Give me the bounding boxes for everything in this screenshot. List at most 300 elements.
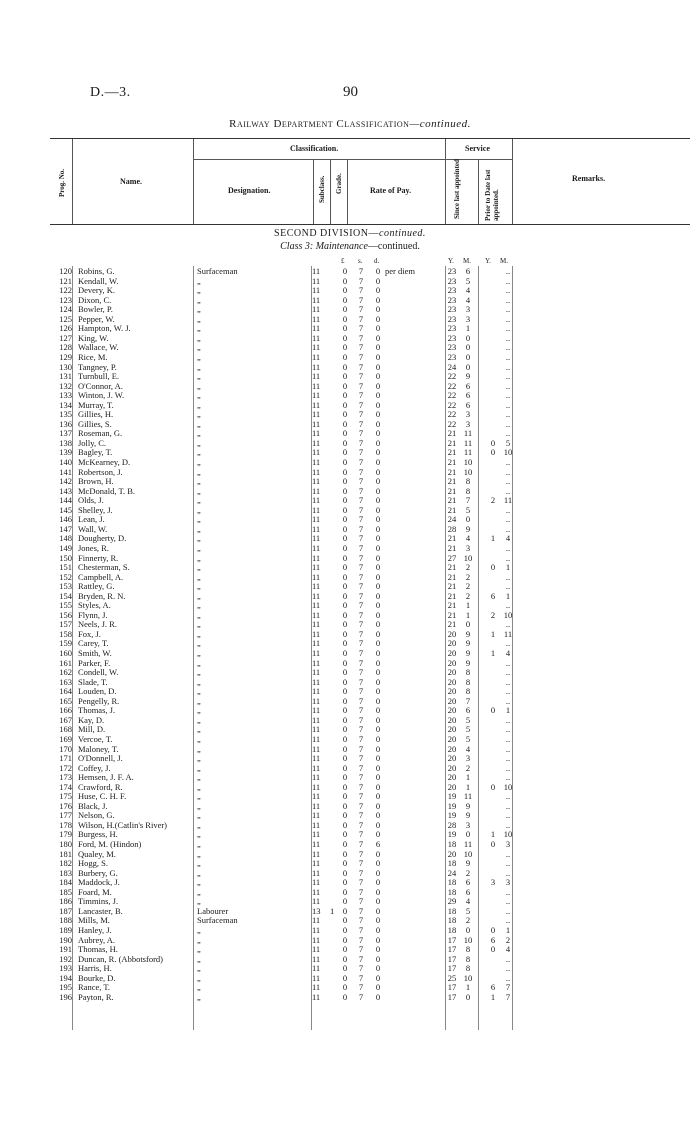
cell-m: 9 <box>465 800 471 811</box>
cell-sub: 11 <box>312 380 321 391</box>
table-row <box>0 600 700 610</box>
cell-l: 0 <box>342 571 348 582</box>
cell-l: 0 <box>342 972 348 983</box>
cell-s: 7 <box>358 791 364 802</box>
cell-sub: 11 <box>312 953 321 964</box>
cell-l: 0 <box>342 791 348 802</box>
table-row <box>0 896 700 906</box>
cell-m: 4 <box>465 285 471 296</box>
cell-l: 0 <box>342 772 348 783</box>
table-row <box>0 877 700 887</box>
cell-desig: „ <box>197 285 201 296</box>
cell-pm: .. <box>505 743 511 754</box>
cell-desig: „ <box>197 743 201 754</box>
cell-d: 0 <box>375 313 381 324</box>
cell-sub: 11 <box>312 428 321 439</box>
cell-pm: .. <box>505 418 511 429</box>
cell-d: 0 <box>375 762 381 773</box>
cell-s: 7 <box>358 762 364 773</box>
cell-l: 0 <box>342 313 348 324</box>
unit-pound: £ <box>341 257 345 265</box>
cell-y: 20 <box>447 714 457 725</box>
cell-no: 169 <box>59 733 72 744</box>
cell-l: 0 <box>342 619 348 630</box>
cell-d: 0 <box>375 332 381 343</box>
cell-sub: 11 <box>312 504 321 515</box>
cell-name: Jones, R. <box>78 542 109 553</box>
cell-s: 7 <box>358 848 364 859</box>
cell-d: 0 <box>375 953 381 964</box>
cell-desig: „ <box>197 371 201 382</box>
cell-sub: 11 <box>312 275 321 286</box>
cell-desig: „ <box>197 351 201 362</box>
cell-sub: 11 <box>312 285 321 296</box>
cell-desig: „ <box>197 628 201 639</box>
cell-s: 7 <box>358 418 364 429</box>
table-row <box>0 266 700 276</box>
cell-d: 0 <box>375 275 381 286</box>
cell-d: 0 <box>375 781 381 792</box>
class-name: Maintenance <box>315 241 368 252</box>
cell-s: 7 <box>358 351 364 362</box>
cell-y: 23 <box>447 304 457 315</box>
table-row <box>0 648 700 658</box>
cell-m: 0 <box>465 619 471 630</box>
cell-m: 10 <box>463 466 473 477</box>
cell-l: 0 <box>342 819 348 830</box>
cell-pm: .. <box>505 399 511 410</box>
cell-name: Wilson, H.(Catlin's River) <box>78 819 168 830</box>
table-row <box>0 476 700 486</box>
cell-pm: .. <box>505 896 511 907</box>
cell-desig: „ <box>197 466 201 477</box>
cell-no: 172 <box>59 762 72 773</box>
cell-pm: .. <box>505 858 511 869</box>
cell-d: 0 <box>375 504 381 515</box>
cell-desig: „ <box>197 714 201 725</box>
cell-pm: 11 <box>503 495 513 506</box>
cell-py: 2 <box>490 609 496 620</box>
cell-py: 0 <box>490 705 496 716</box>
cell-sub: 11 <box>312 733 321 744</box>
cell-m: 5 <box>465 504 471 515</box>
cell-s: 7 <box>358 342 364 353</box>
cell-s: 7 <box>358 839 364 849</box>
cell-name: Bryden, R. N. <box>78 590 126 601</box>
cell-name: Rance, T. <box>78 982 111 993</box>
table-row <box>0 744 700 754</box>
cell-l: 0 <box>342 829 348 840</box>
cell-s: 7 <box>358 390 364 401</box>
cell-py: 2 <box>490 495 496 506</box>
cell-name: Vercoe, T. <box>78 733 113 744</box>
cell-no: 131 <box>59 371 72 382</box>
cell-desig: „ <box>197 523 201 534</box>
cell-l: 0 <box>342 275 348 286</box>
cell-d: 0 <box>375 428 381 439</box>
cell-no: 156 <box>59 609 72 620</box>
cell-desig: „ <box>197 619 201 630</box>
cell-pm: 10 <box>503 447 513 458</box>
table-row <box>0 925 700 935</box>
cell-d: 0 <box>375 380 381 391</box>
cell-desig: „ <box>197 886 201 897</box>
cell-y: 20 <box>447 762 457 773</box>
cell-l: 0 <box>342 600 348 611</box>
cell-sub: 11 <box>312 934 321 945</box>
cell-no: 176 <box>59 800 72 811</box>
cell-sub: 11 <box>312 877 321 888</box>
table-row <box>0 686 700 696</box>
cell-name: Condell, W. <box>78 667 119 678</box>
cell-pm: .. <box>505 963 511 974</box>
cell-s: 7 <box>358 676 364 687</box>
table-row <box>0 887 700 897</box>
cell-desig: „ <box>197 667 201 678</box>
cell-pm: 7 <box>505 991 511 1002</box>
cell-sub: 11 <box>312 351 321 362</box>
cell-sub: 11 <box>312 523 321 534</box>
cell-sub: 11 <box>312 581 321 592</box>
cell-s: 7 <box>358 552 364 563</box>
cell-l: 0 <box>342 991 348 1002</box>
cell-sub: 11 <box>312 342 321 353</box>
cell-y: 20 <box>447 686 457 697</box>
cell-s: 7 <box>358 819 364 830</box>
cell-y: 18 <box>447 877 457 888</box>
cell-y: 21 <box>447 600 457 611</box>
cell-m: 11 <box>463 839 473 849</box>
cell-no: 125 <box>59 313 72 324</box>
cell-pm: .. <box>505 332 511 343</box>
cell-no: 130 <box>59 361 72 372</box>
cell-s: 7 <box>358 542 364 553</box>
class-label: Class 3: <box>280 241 314 252</box>
cell-no: 168 <box>59 724 72 735</box>
cell-d: 0 <box>375 810 381 821</box>
cell-s: 7 <box>358 466 364 477</box>
cell-no: 161 <box>59 657 72 668</box>
cell-d: 0 <box>375 934 381 945</box>
cell-m: 3 <box>465 753 471 764</box>
cell-no: 195 <box>59 982 72 993</box>
cell-y: 21 <box>447 609 457 620</box>
cell-pm: .. <box>505 772 511 783</box>
col-designation: Designation. <box>228 186 271 195</box>
cell-l: 0 <box>342 762 348 773</box>
col-since-last: Since last appointed <box>453 159 461 219</box>
cell-d: 0 <box>375 351 381 362</box>
table-row <box>0 763 700 773</box>
cell-s: 7 <box>358 437 364 448</box>
table-row <box>0 314 700 324</box>
cell-pm: .. <box>505 466 511 477</box>
cell-s: 7 <box>358 753 364 764</box>
cell-s: 7 <box>358 944 364 955</box>
cell-l: 0 <box>342 371 348 382</box>
cell-l: 0 <box>342 323 348 334</box>
cell-sub: 11 <box>312 657 321 668</box>
cell-l: 0 <box>342 542 348 553</box>
cell-l: 0 <box>342 848 348 859</box>
cell-s: 7 <box>358 628 364 639</box>
cell-pm: .. <box>505 905 511 916</box>
cell-no: 171 <box>59 753 72 764</box>
cell-s: 7 <box>358 409 364 420</box>
cell-d: 0 <box>375 600 381 611</box>
cell-no: 129 <box>59 351 72 362</box>
division-cont: continued. <box>379 228 426 239</box>
table-row <box>0 505 700 515</box>
cell-desig: „ <box>197 982 201 993</box>
cell-l: 0 <box>342 447 348 458</box>
cell-name: Neels, J. R. <box>78 619 117 630</box>
cell-name: Maddock, J. <box>78 877 120 888</box>
col-prior: Prior to Date last appointed. <box>484 169 500 221</box>
cell-l: 0 <box>342 915 348 926</box>
unit-years: Y. <box>448 257 454 265</box>
cell-d: 0 <box>375 848 381 859</box>
table-row <box>0 304 700 314</box>
cell-y: 28 <box>447 819 457 830</box>
cell-d: 6 <box>375 839 381 849</box>
cell-name: Turnbull, E. <box>78 371 120 382</box>
cell-pm: .. <box>505 619 511 630</box>
cell-s: 7 <box>358 743 364 754</box>
table-row <box>0 371 700 381</box>
cell-pm: .. <box>505 800 511 811</box>
cell-s: 7 <box>358 953 364 964</box>
table-row <box>0 467 700 477</box>
cell-m: 4 <box>465 294 471 305</box>
cell-sub: 11 <box>312 648 321 658</box>
cell-desig: „ <box>197 313 201 324</box>
cell-name: Carey, T. <box>78 638 109 649</box>
cell-y: 21 <box>447 485 457 496</box>
cell-name: Thomas, H. <box>78 944 118 955</box>
cell-name: Parker, F. <box>78 657 111 668</box>
cell-m: 7 <box>465 695 471 706</box>
cell-sub: 11 <box>312 915 321 926</box>
col-classification: Classification. <box>290 144 339 153</box>
cell-no: 188 <box>59 915 72 926</box>
cell-m: 9 <box>465 628 471 639</box>
cell-pm: .. <box>505 972 511 983</box>
cell-no: 152 <box>59 571 72 582</box>
cell-name: Wallace, W. <box>78 342 119 353</box>
class-heading <box>0 241 700 252</box>
cell-m: 3 <box>465 409 471 420</box>
cell-d: 0 <box>375 619 381 630</box>
cell-l: 0 <box>342 877 348 888</box>
cell-name: Hemsen, J. F. A. <box>78 772 134 783</box>
cell-pm: .. <box>505 380 511 391</box>
cell-desig: „ <box>197 772 201 783</box>
cell-y: 21 <box>447 476 457 487</box>
cell-d: 0 <box>375 562 381 573</box>
cell-y: 20 <box>447 705 457 716</box>
cell-d: 0 <box>375 896 381 907</box>
cell-name: Louden, D. <box>78 686 117 697</box>
cell-y: 21 <box>447 533 457 544</box>
cell-no: 174 <box>59 781 72 792</box>
cell-d: 0 <box>375 657 381 668</box>
cell-s: 7 <box>358 275 364 286</box>
cell-pm: .. <box>505 714 511 725</box>
cell-sub: 11 <box>312 944 321 955</box>
cell-d: 0 <box>375 982 381 993</box>
cell-d: 0 <box>375 542 381 553</box>
cell-l: 0 <box>342 266 348 276</box>
cell-s: 7 <box>358 476 364 487</box>
cell-s: 7 <box>358 571 364 582</box>
cell-y: 17 <box>447 934 457 945</box>
cell-s: 7 <box>358 886 364 897</box>
cell-m: 8 <box>465 963 471 974</box>
cell-s: 7 <box>358 896 364 907</box>
cell-l: 0 <box>342 676 348 687</box>
cell-d: 0 <box>375 791 381 802</box>
cell-no: 193 <box>59 963 72 974</box>
cell-pm: 3 <box>505 839 511 849</box>
cell-y: 20 <box>447 638 457 649</box>
cell-s: 7 <box>358 714 364 725</box>
cell-s: 7 <box>358 877 364 888</box>
col-service: Service <box>465 144 490 153</box>
cell-pm: .. <box>505 266 511 276</box>
cell-m: 9 <box>465 638 471 649</box>
cell-l: 0 <box>342 304 348 315</box>
cell-pm: .. <box>505 762 511 773</box>
cell-m: 8 <box>465 953 471 964</box>
cell-no: 148 <box>59 533 72 544</box>
cell-no: 150 <box>59 552 72 563</box>
cell-m: 2 <box>465 590 471 601</box>
table-row <box>0 753 700 763</box>
cell-sub: 11 <box>312 829 321 840</box>
cell-pm: .. <box>505 953 511 964</box>
cell-m: 0 <box>465 332 471 343</box>
cell-d: 0 <box>375 552 381 563</box>
cell-name: Olds, J. <box>78 495 104 506</box>
table-row <box>0 629 700 639</box>
col-name: Name. <box>120 177 142 186</box>
cell-d: 0 <box>375 581 381 592</box>
document-reference: D.—3. <box>90 85 131 100</box>
cell-name: Mill, D. <box>78 724 106 735</box>
cell-pm: .. <box>505 791 511 802</box>
table-row <box>0 533 700 543</box>
cell-desig: „ <box>197 896 201 907</box>
col-remarks: Remarks. <box>572 174 606 183</box>
cell-no: 163 <box>59 676 72 687</box>
cell-desig: „ <box>197 504 201 515</box>
cell-no: 180 <box>59 839 72 849</box>
cell-pm: 4 <box>505 648 511 658</box>
cell-s: 7 <box>358 905 364 916</box>
cell-d: 0 <box>375 485 381 496</box>
table-row <box>0 724 700 734</box>
cell-desig: „ <box>197 848 201 859</box>
cell-m: 9 <box>465 371 471 382</box>
cell-y: 23 <box>447 266 457 276</box>
cell-pm: 10 <box>503 829 513 840</box>
cell-sub: 11 <box>312 495 321 506</box>
cell-s: 7 <box>358 313 364 324</box>
cell-sub: 11 <box>312 600 321 611</box>
cell-m: 0 <box>465 361 471 372</box>
cell-s: 7 <box>358 485 364 496</box>
cell-d: 0 <box>375 294 381 305</box>
cell-m: 3 <box>465 819 471 830</box>
cell-no: 170 <box>59 743 72 754</box>
table-row <box>0 514 700 524</box>
cell-y: 21 <box>447 581 457 592</box>
unit-months-prior: M. <box>500 257 508 265</box>
cell-s: 7 <box>358 600 364 611</box>
cell-desig: „ <box>197 953 201 964</box>
cell-name: Murray, T. <box>78 399 114 410</box>
cell-name: Hogg, S. <box>78 858 108 869</box>
cell-desig: „ <box>197 829 201 840</box>
cell-no: 147 <box>59 523 72 534</box>
cell-sub: 11 <box>312 476 321 487</box>
cell-name: Kay, D. <box>78 714 105 725</box>
table-row <box>0 495 700 505</box>
cell-m: 2 <box>465 571 471 582</box>
cell-desig: Surfaceman <box>197 266 238 276</box>
table-row <box>0 944 700 954</box>
table-row <box>0 658 700 668</box>
cell-grade: 1 <box>330 905 335 916</box>
cell-name: Rattley, G. <box>78 581 115 592</box>
cell-no: 175 <box>59 791 72 802</box>
cell-sub: 11 <box>312 533 321 544</box>
cell-desig: „ <box>197 839 201 849</box>
cell-y: 21 <box>447 504 457 515</box>
cell-no: 142 <box>59 476 72 487</box>
cell-pm: .. <box>505 485 511 496</box>
cell-desig: „ <box>197 457 201 467</box>
cell-name: Hanley, J. <box>78 924 112 935</box>
cell-s: 7 <box>358 724 364 735</box>
cell-d: 0 <box>375 991 381 1002</box>
cell-sub: 11 <box>312 294 321 305</box>
cell-y: 20 <box>447 781 457 792</box>
cell-no: 196 <box>59 991 72 1002</box>
table-row <box>0 906 700 916</box>
cell-desig: „ <box>197 495 201 506</box>
table-row <box>0 734 700 744</box>
cell-name: Thomas, J. <box>78 705 116 716</box>
cell-pm: 4 <box>505 533 511 544</box>
cell-desig: „ <box>197 590 201 601</box>
cell-l: 0 <box>342 743 348 754</box>
cell-no: 128 <box>59 342 72 353</box>
cell-no: 177 <box>59 810 72 821</box>
cell-desig: „ <box>197 800 201 811</box>
cell-sub: 11 <box>312 982 321 993</box>
cell-s: 7 <box>358 294 364 305</box>
cell-l: 0 <box>342 552 348 563</box>
cell-name: Chesterman, S. <box>78 562 130 573</box>
cell-desig: Labourer <box>197 905 229 916</box>
cell-y: 18 <box>447 839 457 849</box>
cell-m: 1 <box>465 772 471 783</box>
cell-pm: .. <box>505 504 511 515</box>
cell-m: 11 <box>463 447 473 458</box>
table-row <box>0 915 700 925</box>
